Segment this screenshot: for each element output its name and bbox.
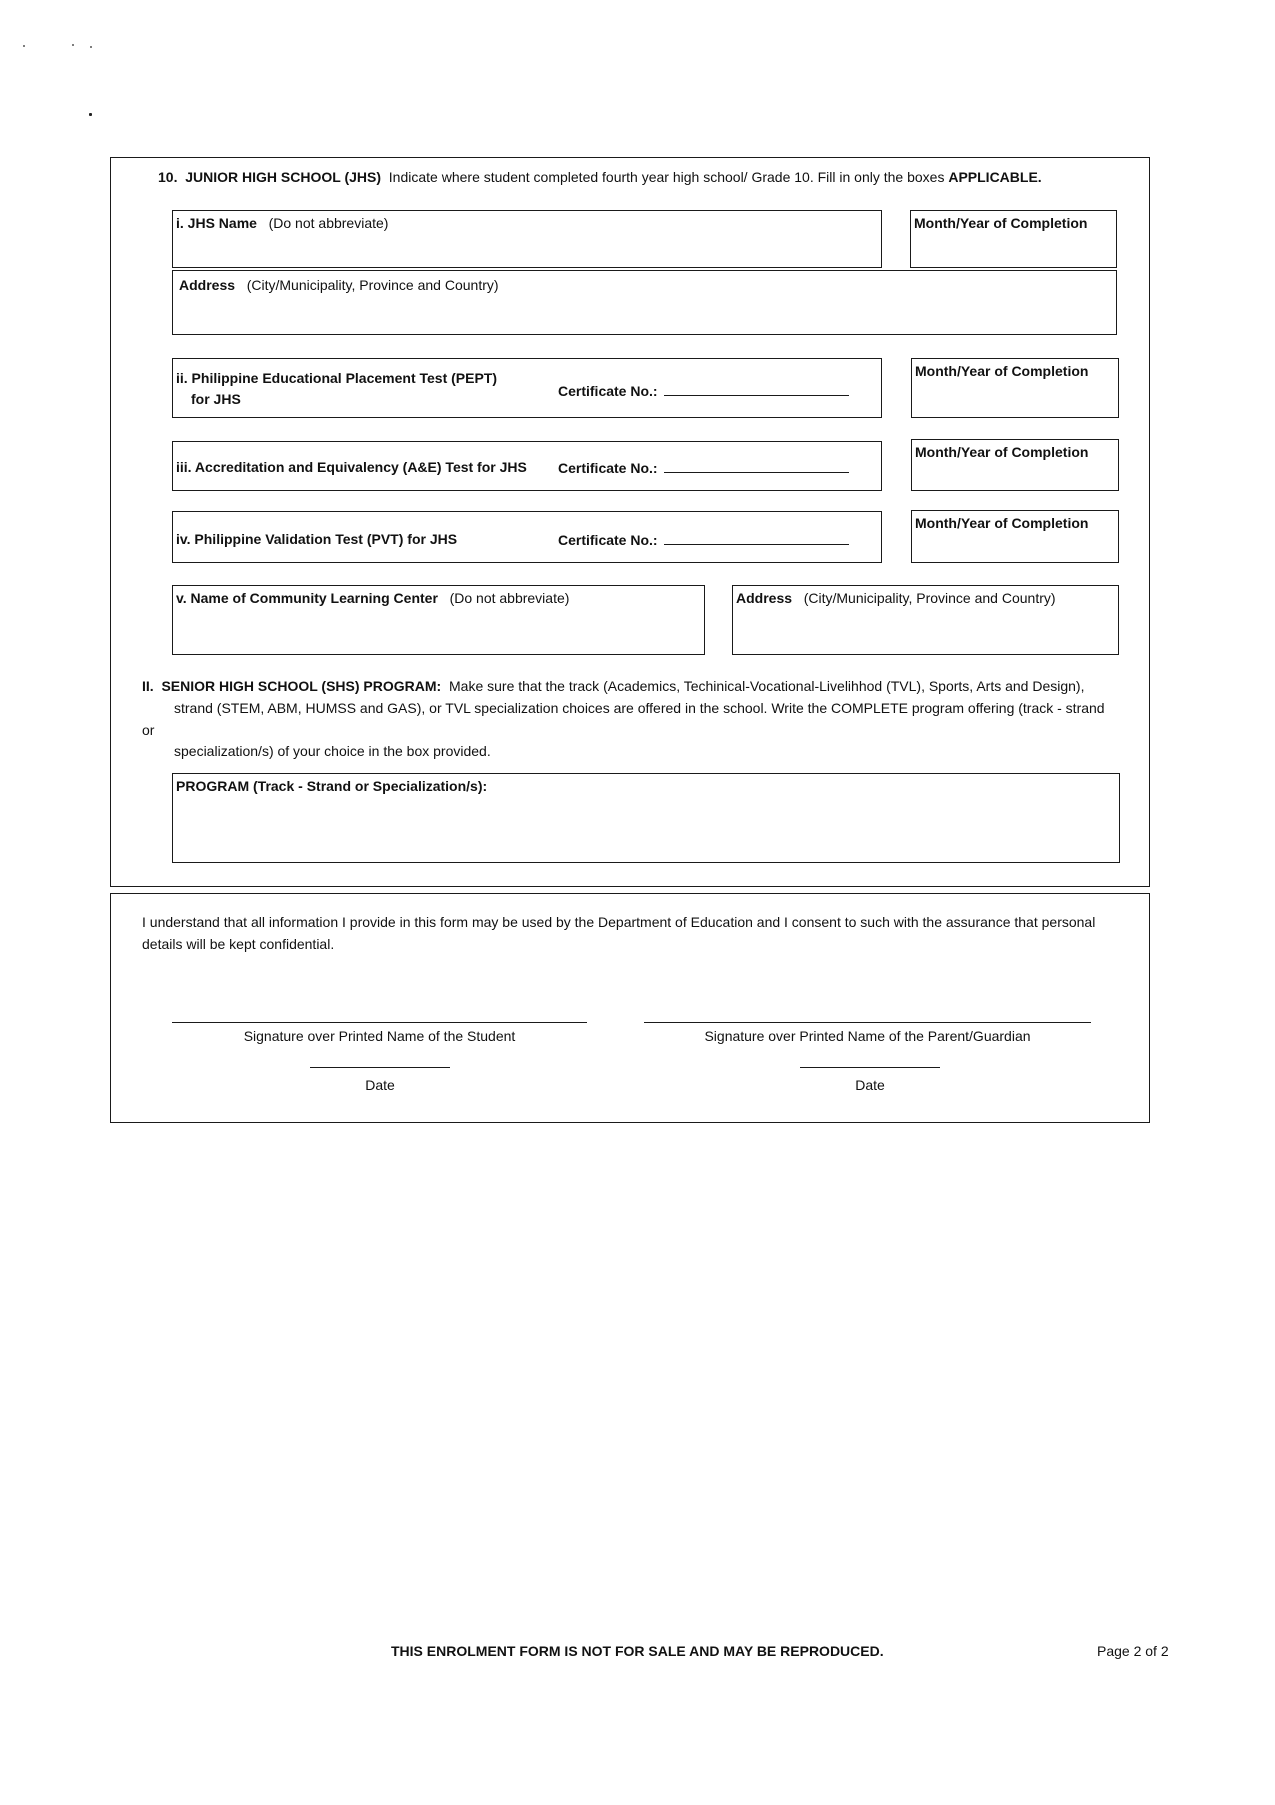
consent-text-line2: details will be kept confidential. [142,936,335,952]
jhs-heading-emphasis: APPLICABLE. [948,169,1042,185]
clc-address-wrap [736,589,1056,607]
jhs-name-note: (Do not abbreviate) [268,215,389,231]
student-date-line[interactable] [310,1067,450,1068]
ae-completion-label: Month/Year of Completion [915,444,1089,460]
pvt-field[interactable] [172,511,882,563]
clc-address-field[interactable] [732,585,1119,655]
jhs-address-note: (City/Municipality, Province and Country) [246,277,499,293]
jhs-completion-field[interactable] [910,210,1117,268]
clc-label: v. Name of Community Learning Center [176,590,438,606]
pept-label-line1: ii. Philippine Educational Placement Test (PEPT) [176,370,498,386]
pvt-completion-label: Month/Year of Completion [915,515,1089,531]
pept-label-line2: for JHS [191,391,241,407]
jhs-name-label-wrap [176,214,388,232]
pept-field[interactable] [172,358,882,418]
program-label: PROGRAM (Track - Strand or Specialization/s): [176,778,488,794]
scan-speck [23,45,25,47]
pept-certificate-input[interactable] [664,381,849,396]
clc-label-wrap [176,589,569,607]
ae-certificate-wrap [558,458,849,477]
shs-heading-instruction: Make sure that the track (Academics, Techinical-Vocational-Livelihhod (TVL), Sports, Arts and Design), [449,678,1085,694]
clc-name-field[interactable] [172,585,705,655]
jhs-address-label-wrap [179,276,499,294]
pept-completion-label: Month/Year of Completion [915,363,1089,379]
jhs-completion-label: Month/Year of Completion [914,215,1088,231]
ae-completion-field[interactable] [911,439,1119,491]
jhs-heading-title: JUNIOR HIGH SCHOOL (JHS) [185,169,382,185]
parent-date-line[interactable] [800,1067,940,1068]
page-number: Page 2 of 2 [1097,1643,1169,1659]
parent-signature-label: Signature over Printed Name of the Parent/Guardian [704,1028,1031,1044]
pept-certificate-label: Certificate No.: [558,383,658,399]
pvt-completion-field[interactable] [911,510,1119,563]
ae-certificate-input[interactable] [664,458,849,473]
parent-date-label: Date [855,1077,885,1093]
scan-speck [90,46,92,48]
clc-note: (Do not abbreviate) [449,590,570,606]
program-field[interactable] [172,773,1120,863]
shs-instruction-line2: strand (STEM, ABM, HUMSS and GAS), or TVL specialization choices are offered in the school. Write the COMPLETE program offering (track - strand [174,700,1105,716]
scan-speck [89,113,92,116]
shs-or: or [142,722,155,738]
jhs-name-field[interactable] [172,210,882,268]
consent-text-line1: I understand that all information I provide in this form may be used by the Department of Education and I consent to such with the assurance that personal [142,914,1096,930]
pept-completion-field[interactable] [911,358,1119,418]
jhs-heading-number: 10. [158,169,178,185]
student-date-label: Date [365,1077,395,1093]
pvt-certificate-wrap [558,530,849,549]
footer-notice: THIS ENROLMENT FORM IS NOT FOR SALE AND MAY BE REPRODUCED. [391,1643,884,1659]
pvt-certificate-input[interactable] [664,530,849,545]
jhs-heading-instruction: Indicate where student completed fourth year high school/ Grade 10. Fill in only the boxes [388,169,945,185]
clc-address-note: (City/Municipality, Province and Country) [803,590,1056,606]
ae-label: iii. Accreditation and Equivalency (A&E) Test for JHS [176,459,527,475]
clc-address-label: Address [736,590,793,606]
student-signature-line[interactable] [172,1022,587,1023]
pvt-certificate-label: Certificate No.: [558,532,658,548]
shs-heading [142,677,1084,695]
shs-heading-title: SENIOR HIGH SCHOOL (SHS) PROGRAM: [161,678,442,694]
student-signature-label: Signature over Printed Name of the Student [243,1028,516,1044]
jhs-heading [158,168,1042,186]
pept-certificate-wrap [558,381,849,400]
jhs-address-field[interactable] [172,270,1117,335]
ae-certificate-label: Certificate No.: [558,460,658,476]
scan-speck [72,44,74,46]
jhs-address-label: Address [179,277,236,293]
parent-signature-line[interactable] [644,1022,1091,1023]
shs-heading-number: II. [142,678,154,694]
ae-field[interactable] [172,441,882,491]
jhs-name-label: i. JHS Name [176,215,257,231]
pvt-label: iv. Philippine Validation Test (PVT) for JHS [176,531,458,547]
shs-instruction-line3: specialization/s) of your choice in the box provided. [174,743,491,759]
